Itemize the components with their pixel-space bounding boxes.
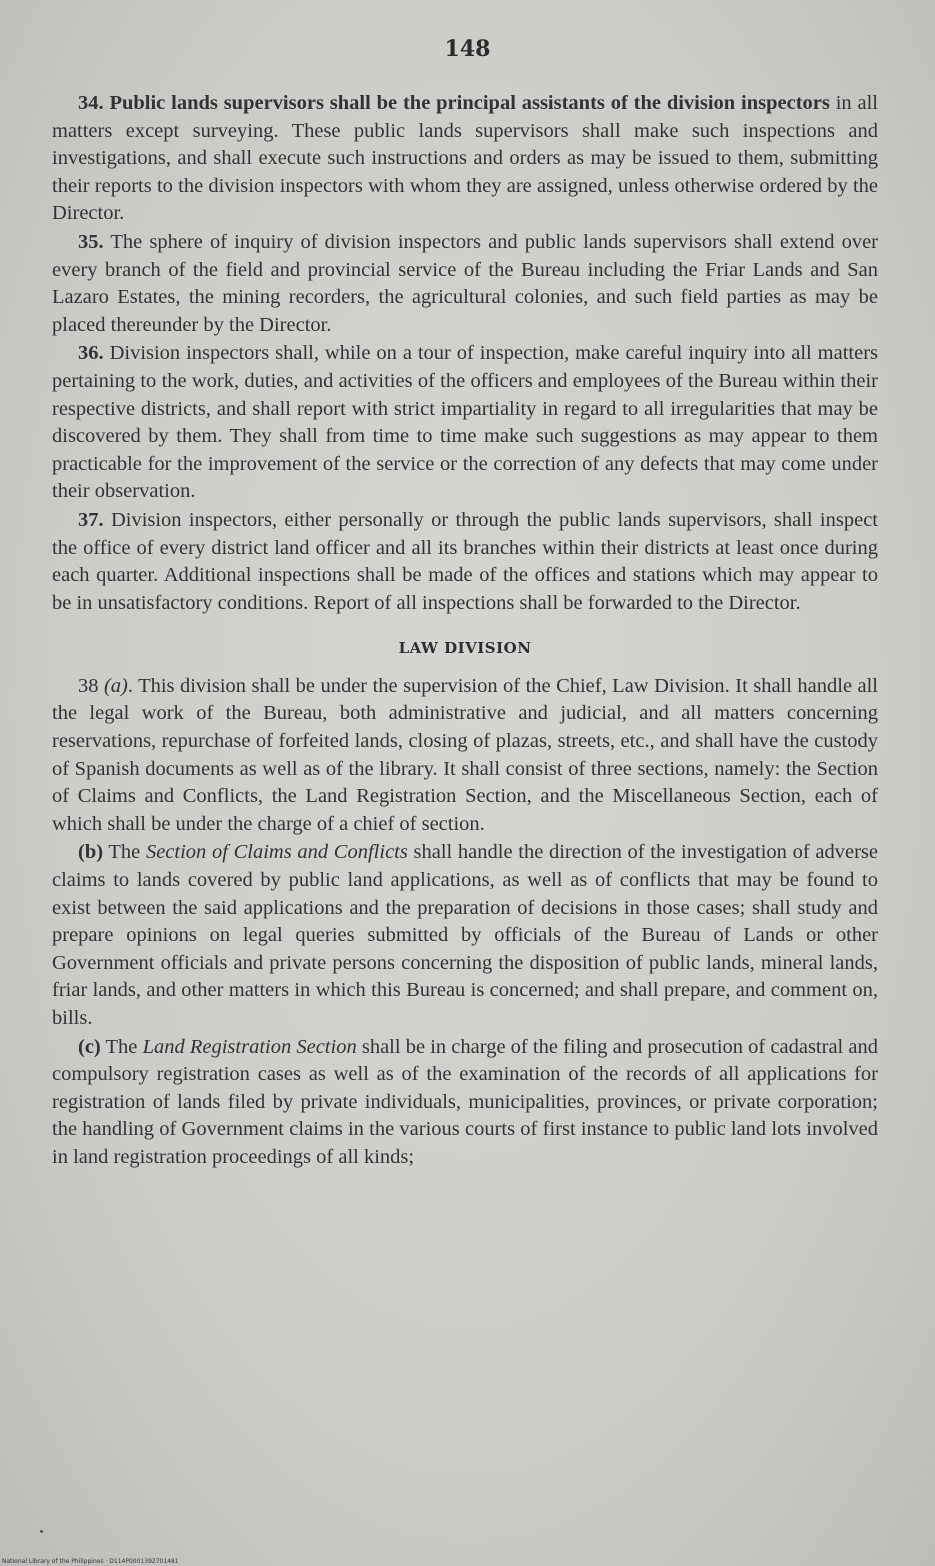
paragraph-number: 38 bbox=[78, 674, 99, 697]
paragraph-38b bbox=[52, 839, 878, 1032]
paragraph-text: . This division shall be under the supervision of the Chief, Law Division. It shall handle all the legal work of the Bureau, both administrative and judicial, and all matters concerning reservations, repurchase of forfeited lands, closing of plazas, streets, etc., and shall have the custody of Spanish documents as well as of the library. It shall consist of three sections, namely: the Section of Claims and Conflicts, the Land Registration Section, and the Miscellaneous Section, each of which shall be under the charge of a chief of section. bbox=[52, 674, 878, 835]
paragraph-pre: The bbox=[103, 841, 146, 864]
section-heading-law-division: LAW DIVISION bbox=[398, 639, 532, 658]
paragraph-text: Division inspectors shall, while on a tour of inspection, make careful inquiry into all matters pertaining to the work, duties, and activities of the officers and employees of the Bureau within their respective districts, and shall report with strict impartiality in regard to all irregularities that may be discovered by them. They shall from time to time make such suggestions as may appear to them practicable for the improvement of the service or the correction of any defects that may come under their observation. bbox=[52, 342, 878, 503]
subparagraph-letter: (a) bbox=[103, 674, 128, 697]
paragraph-text: in all matters except surveying. These public lands supervisors shall make such inspections and investigations, and shall execute such instructions and orders as may be issued to them, submitting their reports to the division inspectors with whom they are assigned, unless otherwise ordered by the Director. bbox=[52, 92, 878, 225]
body-text bbox=[52, 90, 878, 1173]
paragraph-38c bbox=[52, 1034, 878, 1172]
paragraph-number: 37. bbox=[78, 508, 104, 531]
section-name: Section of Claims and Conflicts bbox=[145, 841, 408, 864]
page-number: 148 bbox=[444, 36, 491, 62]
paragraph-number: 36. bbox=[78, 342, 104, 365]
paragraph-text: The sphere of inquiry of division inspectors and public lands supervisors shall extend over every branch of the field and provincial service of the Bureau including the Friar Lands and San Lazaro Estates, the mining recorders, the agricultural colonies, and such field parties as may be placed thereunder by the Director. bbox=[52, 230, 878, 336]
section-name: Land Registration Section bbox=[142, 1035, 357, 1058]
paragraph-number: 35. bbox=[78, 230, 104, 253]
scan-footer: National Library of the Philippines · D114P0001392701481 bbox=[2, 1558, 179, 1565]
paragraph-text: Division inspectors, either personally or through the public lands supervisors, shall inspect the office of every district land officer and all its branches within their districts at least once during each quarter. Additional inspections shall be made of the offices and stations which may appear to be in unsatisfactory conditions. Report of all inspections shall be forwarded to the Director. bbox=[52, 508, 878, 614]
paragraph-text: shall handle the direction of the investigation of adverse claims to lands covered by public land applications, as well as of conflicts that may be found to exist between the said applications and the preparation of decisions in those cases; shall study and prepare opinions on legal queries submitted by officials of the Bureau of Lands or other Government officials and private persons concerning the disposition of public lands, mineral lands, friar lands, and other matters in which this Bureau is concerned; and shall prepare, and comment on, bills. bbox=[52, 841, 878, 1029]
paragraph-number: 34. bbox=[78, 92, 104, 114]
paragraph-34 bbox=[52, 90, 878, 228]
paragraph-35 bbox=[52, 229, 878, 339]
paragraph-36 bbox=[52, 340, 878, 506]
subparagraph-letter: (c) bbox=[78, 1035, 101, 1058]
paragraph-pre: The bbox=[100, 1035, 143, 1058]
page-speck bbox=[40, 1530, 43, 1533]
paragraph-lead: Public lands supervisors shall be the principal assistants of the division inspectors bbox=[109, 92, 830, 114]
subparagraph-letter: (b) bbox=[78, 841, 104, 864]
paragraph-37 bbox=[52, 507, 878, 617]
paragraph-38a bbox=[52, 673, 878, 839]
paragraph-text: shall be in charge of the filing and prosecution of cadastral and compulsory registration cases as well as of the examination of the records of all applications for registration of lands filed by private individuals, municipalities, provinces, or private corporation; the handling of Government claims in the various courts of first instance to public land lots involved in land registration proceedings of all kinds; bbox=[52, 1035, 878, 1168]
